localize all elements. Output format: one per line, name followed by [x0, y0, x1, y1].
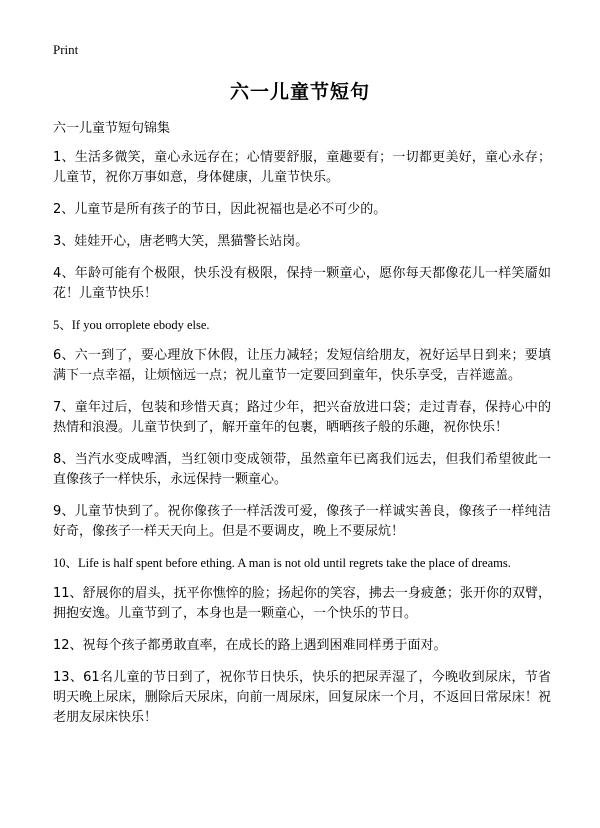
paragraph-9: 9、儿童节快到了。祝你像孩子一样活泼可爱，像孩子一样诚实善良，像孩子一样纯洁好奇，像孩子一样天天向上。但是不要调皮，晚上不要尿炕！	[53, 504, 551, 539]
document-subtitle: 六一儿童节短句锦集	[53, 121, 171, 136]
paragraph-6: 6、六一到了，要心理放下休假，让压力减轻；发短信给朋友，祝好运早日到来；要填满下一点幸福，让烦恼远一点；祝儿童节一定要回到童年，快乐享受，吉祥遮盖。	[53, 348, 551, 383]
paragraph-2: 2、儿童节是所有孩子的节日，因此祝福也是必不可少的。	[53, 202, 387, 217]
print-label: Print	[53, 42, 79, 57]
paragraph-3: 3、娃娃开心，唐老鸭大笑，黑猫警长站岗。	[53, 234, 309, 249]
paragraph-10: 10、Life is half spent before ething. A man is not old until regrets take the place of dreams.	[53, 556, 511, 570]
page-title: 六一儿童节短句	[229, 81, 370, 103]
paragraph-list	[53, 148, 551, 740]
paragraph-13: 13、61名儿童的节日到了，祝你节日快乐，快乐的把尿弄湿了，今晚收到尿床，节省明天晚上尿床，删除后天尿床，向前一周尿床，回复尿床一个月，不返回日常尿床！祝老朋友尿床快乐！	[53, 670, 551, 725]
paragraph-12: 12、祝每个孩子都勇敢直率，在成长的路上遇到困难同样勇于面对。	[53, 638, 447, 653]
paragraph-1: 1、生活多微笑，童心永远存在；心情要舒服，童趣要有；一切都更美好，童心永存；儿童节，祝你万事如意，身体健康，儿童节快乐。	[53, 150, 551, 185]
paragraph-8: 8、当汽水变成啤酒，当红领巾变成领带，虽然童年已离我们远去，但我们希望彼此一直像孩子一样快乐，永远保持一颗童心。	[53, 452, 551, 487]
paragraph-11: 11、舒展你的眉头，抚平你憔悴的脸；扬起你的笑容，拂去一身疲惫；张开你的双臂，拥抱安逸。儿童节到了，本身也是一颗童心，一个快乐的节日。	[53, 586, 551, 621]
paragraph-7: 7、童年过后，包装和珍惜天真；路过少年，把兴奋放进口袋；走过青春，保持心中的热情和浪漫。儿童节快到了，解开童年的包裹，晒晒孩子般的乐趣，祝你快乐！	[53, 400, 551, 435]
paragraph-4: 4、年龄可能有个极限，快乐没有极限，保持一颗童心，愿你每天都像花儿一样笑靥如花！儿童节快乐！	[53, 266, 551, 301]
paragraph-5: 5、If you orroplete ebody else.	[53, 318, 210, 332]
